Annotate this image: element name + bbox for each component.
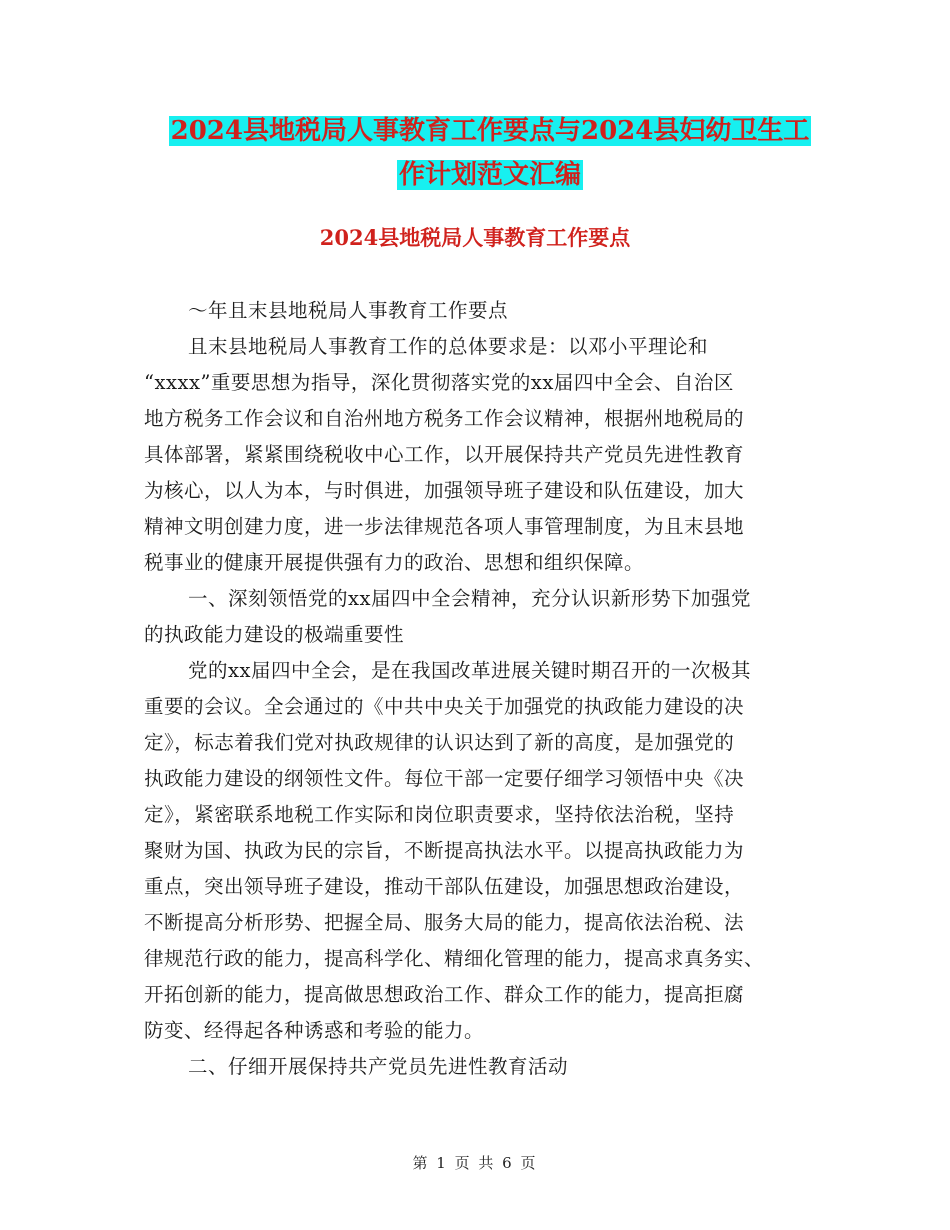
body-line: 防变、经得起各种诱惑和考验的能力。 bbox=[144, 1019, 485, 1042]
body-line: 律规范行政的能力，提高科学化、精细化管理的能力，提高求真务实、 bbox=[144, 947, 765, 970]
body-line: 党的xx届四中全会，是在我国改革进展关键时期召开的一次极其 bbox=[188, 659, 751, 682]
page-footer: 第 1 页 共 6 页 bbox=[412, 1154, 538, 1172]
body-line: 精神文明创建力度，进一步法律规范各项人事管理制度，为且末县地 bbox=[144, 515, 745, 538]
body-line: 为核心，以人为本，与时俱进，加强领导班子建设和队伍建设，加大 bbox=[144, 479, 745, 502]
document-title-line-2: 作计划范文汇编 bbox=[398, 160, 581, 190]
section-title: 2024县地税局人事教育工作要点 bbox=[319, 225, 631, 250]
body-line: 二、仔细开展保持共产党员先进性教育活动 bbox=[188, 1055, 569, 1078]
body-line: 重要的会议。全会通过的《中共中央关于加强党的执政能力建设的决 bbox=[144, 695, 745, 718]
body-line: 聚财为国、执政为民的宗旨，不断提高执法水平。以提高执政能力为 bbox=[144, 839, 745, 862]
body-line: 一、深刻领悟党的xx届四中全会精神，充分认识新形势下加强党 bbox=[188, 587, 751, 610]
body-line: 定》，标志着我们党对执政规律的认识达到了新的高度，是加强党的 bbox=[144, 731, 735, 754]
body-line: ～年且末县地税局人事教育工作要点 bbox=[188, 299, 509, 322]
body-line: 的执政能力建设的极端重要性 bbox=[144, 623, 405, 646]
body-line: 执政能力建设的纲领性文件。每位干部一定要仔细学习领悟中央《决 bbox=[144, 767, 745, 790]
body-line: 税事业的健康开展提供强有力的政治、思想和组织保障。 bbox=[144, 551, 645, 574]
body-line: 且末县地税局人事教育工作的总体要求是：以邓小平理论和 bbox=[188, 335, 709, 358]
document-title-line-1: 2024县地税局人事教育工作要点与2024县妇幼卫生工 bbox=[170, 116, 810, 146]
body-line: 不断提高分析形势、把握全局、服务大局的能力，提高依法治税、法 bbox=[144, 911, 745, 934]
body-line: 重点，突出领导班子建设，推动干部队伍建设，加强思想政治建设， bbox=[144, 875, 745, 898]
body-line: 定》，紧密联系地税工作实际和岗位职责要求，坚持依法治税，坚持 bbox=[144, 803, 735, 826]
body-line: “xxxx”重要思想为指导，深化贯彻落实党的xx届四中全会、自治区 bbox=[144, 371, 734, 394]
body-line: 地方税务工作会议和自治州地方税务工作会议精神，根据州地税局的 bbox=[144, 407, 745, 430]
body-line: 具体部署，紧紧围绕税收中心工作，以开展保持共产党员先进性教育 bbox=[144, 443, 745, 466]
body-line: 开拓创新的能力，提高做思想政治工作、群众工作的能力，提高拒腐 bbox=[144, 983, 745, 1006]
